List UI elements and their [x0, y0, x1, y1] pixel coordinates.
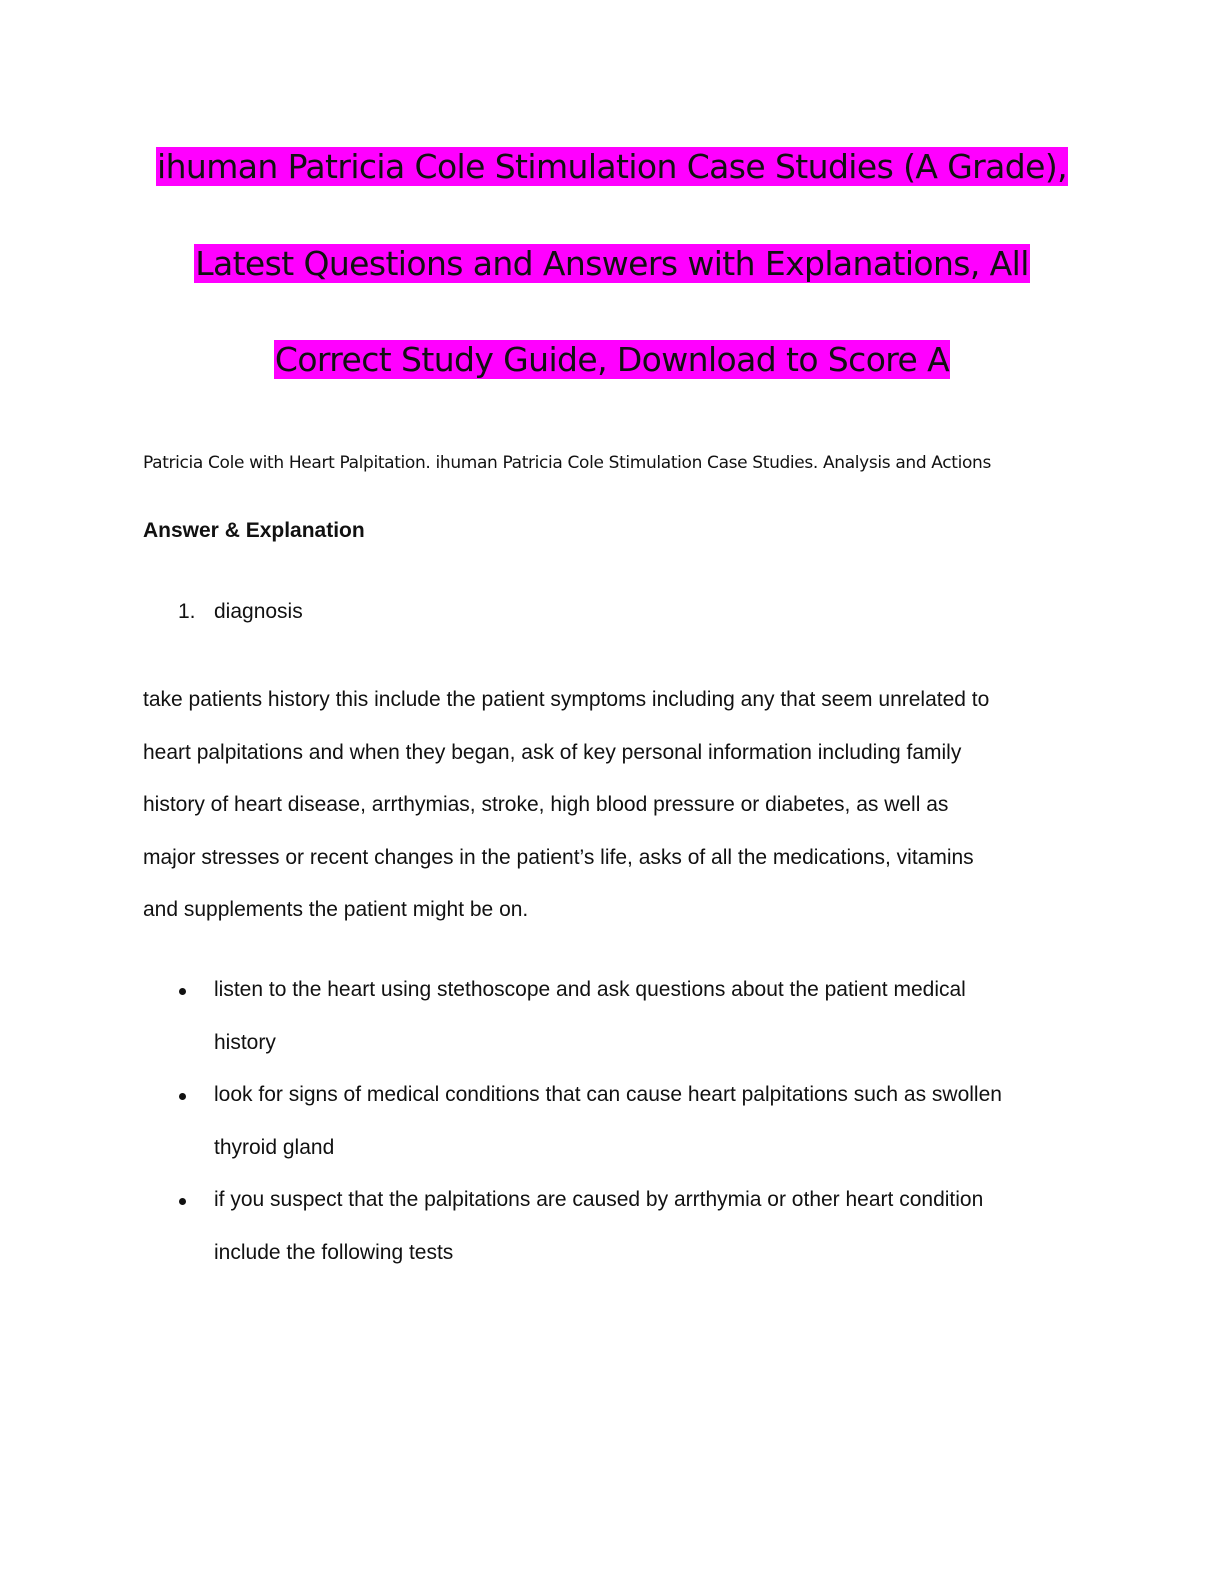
paragraph-line: heart palpitations and when they began, ask of key personal information including family	[143, 740, 962, 764]
bullet-icon	[179, 988, 186, 995]
bullet-line: if you suspect that the palpitations are caused by arrthymia or other heart condition	[214, 1188, 984, 1211]
body-paragraph	[143, 674, 1083, 937]
subtitle: Patricia Cole with Heart Palpitation. ihuman Patricia Cole Stimulation Case Studies. Analysis and Actions	[143, 453, 991, 473]
bullet-line: look for signs of medical conditions that can cause heart palpitations such as swollen	[214, 1083, 1002, 1106]
numbered-item	[178, 598, 303, 626]
paragraph-line: take patients history this include the patient symptoms including any that seem unrelated to	[143, 688, 990, 711]
item-number: 1.	[178, 600, 196, 623]
title-line-2	[0, 239, 1224, 289]
item-text: diagnosis	[214, 600, 303, 623]
list-item	[143, 1069, 1103, 1174]
paragraph-line: and supplements the patient might be on.	[143, 898, 529, 921]
bullet-line: listen to the heart using stethoscope and ask questions about the patient medical	[214, 978, 966, 1001]
bullet-line: history	[214, 1030, 276, 1054]
bullet-list	[143, 964, 1103, 1279]
list-item	[143, 1174, 1103, 1279]
title-line-1	[0, 142, 1224, 192]
section-heading: Answer & Explanation	[143, 519, 365, 542]
title-highlight: ihuman Patricia Cole Stimulation Case Studies (A Grade),	[157, 147, 1067, 186]
title-highlight: Latest Questions and Answers with Explanations, All	[195, 244, 1029, 283]
paragraph-line: major stresses or recent changes in the patient’s life, asks of all the medications, vitamins	[143, 845, 974, 869]
bullet-line: include the following tests	[214, 1240, 454, 1264]
bullet-icon	[179, 1198, 186, 1205]
title-highlight: Correct Study Guide, Download to Score A	[274, 340, 950, 379]
bullet-icon	[179, 1093, 186, 1100]
bullet-line: thyroid gland	[214, 1135, 335, 1159]
title-line-3	[0, 335, 1224, 385]
paragraph-line: history of heart disease, arrthymias, stroke, high blood pressure or diabetes, as well as	[143, 793, 949, 816]
list-item	[143, 964, 1103, 1069]
